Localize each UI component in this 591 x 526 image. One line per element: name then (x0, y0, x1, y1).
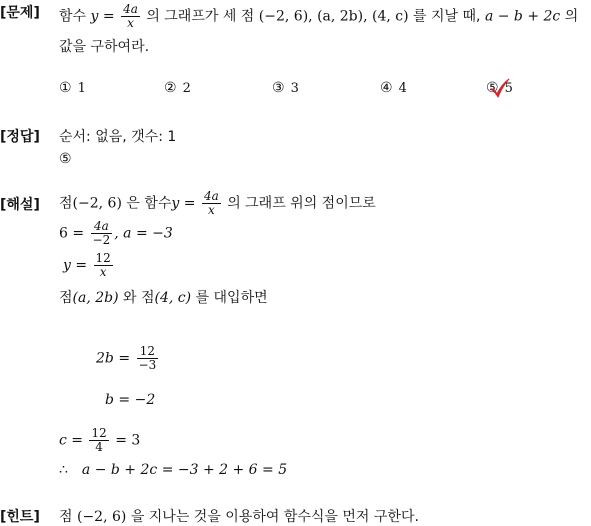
checkmark-icon (489, 77, 511, 99)
problem-text-1: 함수 (59, 8, 87, 25)
sol7-lhs: c = (59, 432, 84, 449)
choice-3-value: 3 (290, 81, 299, 96)
problem-fraction (121, 3, 140, 30)
sol4-text-3: 를 대입하면 (195, 290, 268, 306)
problem-points: (−2, 6), (a, 2b), (4, c) (258, 8, 409, 25)
hint-text-2: 을 지나는 것을 이용하여 함수식을 먼저 구한다. (130, 509, 419, 525)
choice-4[interactable] (380, 80, 407, 96)
problem-text-2: 의 그래프가 세 점 (146, 8, 255, 25)
choice-5-mark: ⑤ (486, 80, 499, 96)
sol2-frac-num: 4a (91, 220, 113, 234)
sol1-frac-den: x (207, 203, 215, 217)
choice-5-value: 5 (504, 81, 513, 96)
hint-tag: [힌트] (0, 509, 40, 525)
sol1-eq: y = (171, 195, 196, 212)
solution-line-7 (59, 427, 140, 454)
answer-line-2: ⑤ (59, 151, 72, 167)
sol2-fraction (91, 220, 113, 247)
sol1-text-1: 점 (59, 195, 73, 212)
sol4-point-1: (a, 2b) (72, 290, 119, 306)
choice-3[interactable] (272, 80, 299, 96)
solution-line-1 (59, 190, 376, 217)
choice-2[interactable] (164, 80, 191, 96)
sol2-lhs: 6 = (59, 225, 85, 242)
choice-3-mark: ③ (272, 80, 285, 96)
sol5-lhs: 2b = (96, 350, 131, 367)
problem-expression: a − b + 2c (484, 8, 561, 25)
sol4-point-2: (4, c) (154, 290, 192, 306)
problem-frac-num: 4a (123, 2, 138, 16)
sol5-fraction (137, 345, 159, 372)
sol8-therefore: ∴ (59, 462, 68, 478)
solution-line-8 (59, 462, 287, 478)
hint-line (59, 506, 419, 526)
problem-eq-left: y = (90, 8, 115, 25)
problem-line-1 (59, 3, 578, 30)
sol2-tail: , a = −3 (114, 225, 173, 242)
sol5-frac-num: 12 (137, 345, 159, 359)
choice-4-mark: ④ (380, 80, 393, 96)
answer-line-1: 순서: 없음, 갯수: 1 (59, 129, 177, 145)
problem-text-3: 를 지날 때, (413, 8, 481, 25)
sol3-frac-den: x (99, 265, 107, 279)
answer-tag: [정답] (0, 129, 40, 145)
sol7-frac-den: 4 (95, 440, 103, 454)
sol1-frac-num: 4a (203, 189, 219, 203)
sol4-text-2: 와 점 (123, 290, 155, 306)
solution-line-2 (59, 220, 173, 247)
sol7-fraction (89, 427, 108, 454)
solution-line-5 (96, 345, 160, 372)
choice-1[interactable] (59, 80, 86, 96)
problem-text-4: 의 (564, 8, 579, 25)
choice-2-mark: ② (164, 80, 177, 96)
hint-text-1: 점 (59, 509, 73, 525)
sol1-text-3: 의 그래프 위의 점이므로 (227, 195, 376, 212)
sol5-frac-den: −3 (138, 358, 157, 372)
sol2-frac-den: −2 (92, 233, 111, 247)
sol3-fraction (94, 252, 113, 279)
sol7-frac-num: 12 (91, 426, 107, 440)
sol3-lhs: y = (63, 257, 88, 274)
sol1-fraction (202, 190, 221, 217)
choice-1-mark: ① (59, 80, 72, 96)
problem-line-2: 값을 구하여라. (59, 39, 150, 55)
choice-2-value: 2 (182, 81, 191, 96)
sol1-point: (−2, 6) (72, 195, 122, 212)
solution-line-4 (59, 287, 268, 307)
sol4-text-1: 점 (59, 290, 73, 306)
problem-frac-den: x (127, 16, 134, 30)
sol8-equation: a − b + 2c = −3 + 2 + 6 = 5 (81, 462, 288, 478)
solution-line-6: b = −2 (105, 392, 156, 408)
choice-1-value: 1 (77, 81, 86, 96)
problem-tag: [문제] (0, 5, 40, 21)
solution-tag: [해설] (0, 197, 40, 213)
sol3-frac-num: 12 (95, 251, 111, 265)
sol7-tail: = 3 (115, 432, 141, 449)
hint-point: (−2, 6) (76, 509, 127, 525)
solution-line-3 (63, 252, 115, 279)
sol1-text-2: 은 함수 (126, 195, 172, 212)
choice-4-value: 4 (398, 81, 407, 96)
